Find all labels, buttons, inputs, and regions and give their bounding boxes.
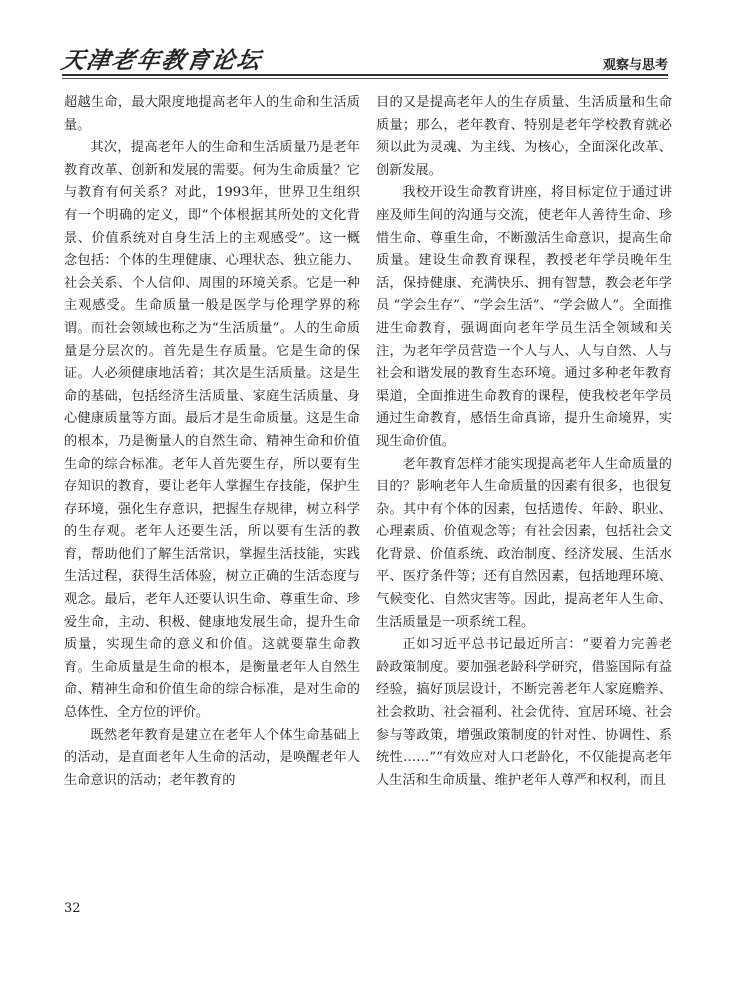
journal-logo: 天津老年教育论坛 — [59, 47, 265, 74]
right-column — [376, 92, 672, 792]
paragraph: 我校开设生命教育讲座，将目标定位于通过讲座及师生间的沟通与交流，使老年人善待生命、珍惜生命、尊重生命，不断激活生命意识，提高生命质量。建设生命教育课程，教授老年学员晚年生活，保持健康、充满快乐、拥有智慧，教会老年学员 “学会生存”、“学会生活”、“学会做人”。全面推进生命教育，强调面向老年学员生活全领域和关注，为老年学员营造一个人与人、人与自然、人与社会和谐发展的教育生态环境。通过多种老年教育渠道，全面推进生命教育的课程，使我校老年学员通过生命教育，感悟生命真谛，提升生命境界，实现生命价值。 — [376, 185, 672, 449]
page-number: 32 — [64, 901, 81, 916]
paragraph: 目的又是提高老年人的生存质量、生活质量和生命质量；那么，老年教育、特别是老年学校教育就必须以此为灵魂、为主线、为核心，全面深化改革、创新发展。 — [376, 95, 672, 178]
section-title: 观察与思考 — [602, 58, 668, 73]
paragraph: 老年教育怎样才能实现提高老年人生命质量的目的？影响老年人生命质量的因素有很多，也很复杂。其中有个体的因素，包括遗传、年龄、职业、心理素质、价值观念等；有社会因素，包括社会文化背景、价值系统、政治制度、经济发展、生活水平、医疗条件等；还有自然因素，包括地理环境、气候变化、自然灾害等。因此，提高老年人生命、生活质量是一项系统工程。 — [376, 456, 672, 630]
paragraph: 超越生命，最大限度地提高老年人的生命和生活质量。 — [64, 95, 360, 133]
paragraph: 既然老年教育是建立在老年人个体生命基础上的活动，是直面老年人生命的活动，是唤醒老年人生命意识的活动；老年教育的 — [64, 727, 360, 788]
paragraph: 正如习近平总书记最近所言：“要着力完善老龄政策制度。要加强老龄科学研究，借鉴国际有益经验，搞好顶层设计，不断完善老年人家庭赡养、社会救助、社会福利、社会优待、宜居环境、社会参与等政策，增强政策制度的针对性、协调性、系统性……”“有效应对人口老龄化，不仅能提高老年人生活和生命质量、维护老年人尊严和权利，而且 — [376, 637, 672, 788]
paragraph: 其次，提高老年人的生命和生活质量乃是老年教育改革、创新和发展的需要。何为生命质量？它与教育有何关系？对此，1993年，世界卫生组织有一个明确的定义，即“个体根据其所处的文化背景、价值系统对自身生活上的主观感受”。这一概念包括：个体的生理健康、心理状态、独立能力、社会关系、个人信仰、周围的环境关系。它是一种主观感受。生命质量一般是医学与伦理学界的称谓。而社会领域也称之为“生活质量”。人的生命质量是分层次的。首先是生存质量。它是生命的保证。人必须健康地活着；其次是生活质量。这是生命的基础，包括经济生活质量、家庭生活质量、身心健康质量等方面。最后才是生命质量。这是生命的根本，乃是衡量人的自然生命、精神生命和价值生命的综合标准。老年人首先要生存，所以要有生存知识的教育，要让老年人掌握生存技能，保护生存环境，强化生存意识，把握生存规律，树立科学的生存观。老年人还要生活，所以要有生活的教育，帮助他们了解生活常识，掌握生活技能，实践生活过程，获得生活体验，树立正确的生活态度与观念。最后，老年人还要认识生命、尊重生命、珍爱生命，主动、积极、健康地发展生命，提升生命质量，实现生命的意义和价值。这就要靠生命教育。生命质量是生命的根本，是衡量老年人自然生命、精神生命和价值生命的综合标准，是对生命的总体性、全方位的评价。 — [64, 140, 360, 721]
page-header — [59, 40, 668, 76]
header-rule — [62, 74, 668, 76]
left-column — [64, 92, 360, 792]
header-rule-thin — [62, 78, 668, 79]
